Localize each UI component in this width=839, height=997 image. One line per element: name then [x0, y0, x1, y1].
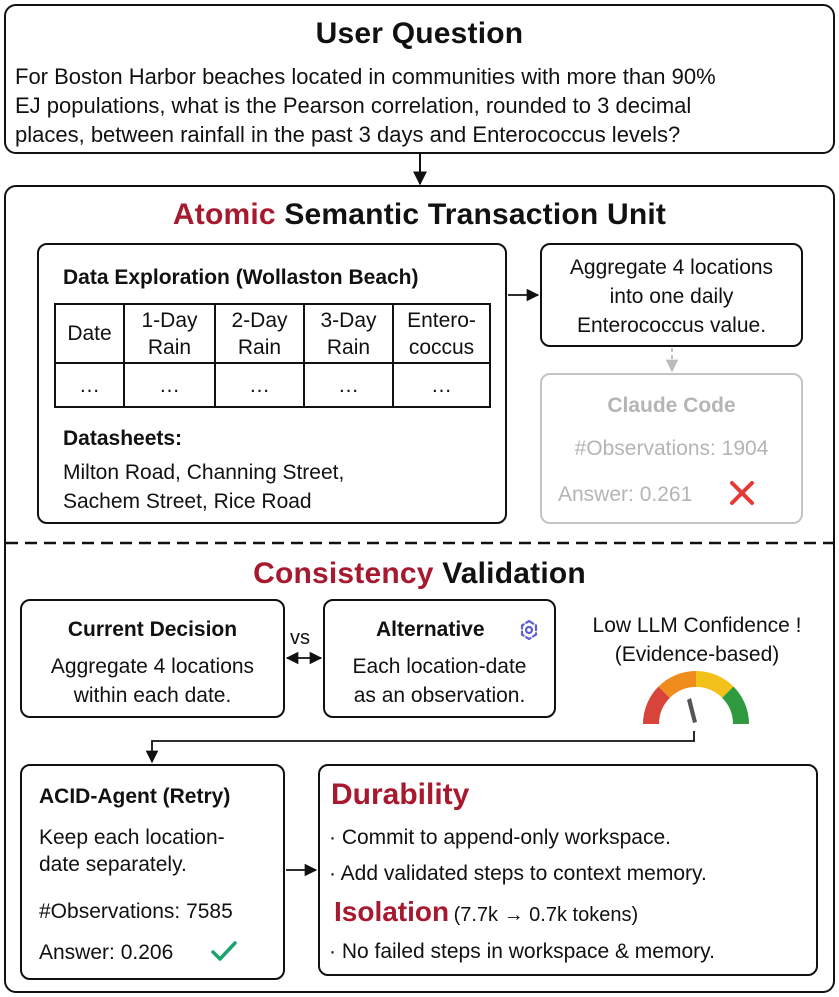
table-cell: …	[393, 363, 490, 407]
gauge-segment-orange	[664, 679, 696, 692]
datasheets-label: Datasheets:	[63, 427, 183, 450]
consistency-title	[4, 557, 835, 591]
vs-label: vs	[290, 627, 310, 649]
claude-observations: #Observations: 1904	[574, 437, 769, 460]
current-decision-line-2: within each date.	[73, 684, 232, 707]
confidence-gauge-icon	[641, 670, 751, 730]
isolation-heading	[334, 896, 638, 929]
current-decision-line-1: Aggregate 4 locations	[50, 655, 255, 678]
table-header-1day-rain: 1-Day Rain	[124, 304, 215, 363]
aggregate-line-1: Aggregate 4 locations	[569, 256, 774, 279]
alternative-box	[323, 599, 556, 718]
durability-bullet-1: · Commit to append-only workspace.	[329, 826, 671, 849]
isolation-bullet: · No failed steps in workspace & memory.	[329, 940, 715, 963]
acid-agent-title: ACID-Agent (Retry)	[39, 785, 231, 808]
aggregate-box	[540, 243, 803, 347]
data-exploration-box	[37, 243, 507, 524]
user-question-box	[4, 4, 835, 154]
check-icon	[210, 939, 238, 963]
table-header-date: Date	[55, 304, 124, 363]
claude-code-title: Claude Code	[607, 394, 736, 417]
aggregate-line-3: Enterococcus value.	[576, 314, 767, 337]
table-header-enterococcus: Entero- coccus	[393, 304, 490, 363]
table-cell: …	[215, 363, 304, 407]
consistency-title-rest: Validation	[433, 557, 586, 590]
data-table	[54, 303, 491, 408]
gauge-needle	[687, 698, 697, 723]
acid-observations: #Observations: 7585	[39, 900, 233, 923]
claude-answer: Answer: 0.261	[558, 483, 693, 506]
table-cell: …	[55, 363, 124, 407]
consistency-title-highlight: Consistency	[253, 557, 434, 590]
acid-line-2: date separately.	[39, 853, 187, 876]
alternative-line-1: Each location-date	[352, 655, 527, 678]
user-question-line-3: places, between rainfall in the past 3 days and Enterococcus levels?	[15, 122, 681, 147]
ai-logo-icon	[517, 618, 541, 642]
acid-answer: Answer: 0.206	[39, 941, 174, 964]
atomic-title	[4, 198, 835, 232]
table-header-2day-rain: 2-Day Rain	[215, 304, 304, 363]
durability-box	[318, 764, 818, 976]
gauge-segment-red	[651, 692, 664, 724]
confidence-line-2: (Evidence-based)	[614, 643, 780, 666]
datasheets-line-2: Sachem Street, Rice Road	[63, 490, 312, 513]
table-cell: …	[124, 363, 215, 407]
current-decision-box	[20, 599, 285, 718]
user-question-line-2: EJ populations, what is the Pearson correlation, rounded to 3 decimal	[15, 93, 692, 118]
table-cell: …	[304, 363, 393, 407]
confidence-line-1: Low LLM Confidence !	[592, 614, 802, 637]
user-question-title: User Question	[315, 17, 524, 50]
datasheets-line-1: Milton Road, Channing Street,	[63, 461, 345, 484]
acid-line-1: Keep each location-	[39, 826, 225, 849]
durability-title: Durability	[331, 778, 470, 811]
isolation-note: (7.7k → 0.7k tokens)	[453, 904, 639, 926]
alternative-title: Alternative	[376, 618, 485, 641]
gauge-segment-yellow	[696, 679, 728, 692]
cross-icon	[729, 480, 755, 506]
atomic-title-rest: Semantic Transaction Unit	[275, 198, 667, 231]
atomic-title-highlight: Atomic	[172, 198, 276, 231]
alternative-line-2: as an observation.	[353, 684, 526, 707]
current-decision-title: Current Decision	[67, 618, 238, 641]
aggregate-line-2: into one daily	[609, 285, 734, 308]
user-question-line-1: For Boston Harbor beaches located in communities with more than 90%	[15, 64, 716, 89]
isolation-title: Isolation	[334, 896, 450, 927]
data-exploration-title: Data Exploration (Wollaston Beach)	[63, 266, 419, 289]
acid-agent-box	[20, 764, 285, 980]
table-header-3day-rain: 3-Day Rain	[304, 304, 393, 363]
gauge-segment-green	[728, 692, 741, 724]
claude-code-box	[540, 373, 803, 524]
durability-bullet-2: · Add validated steps to context memory.	[329, 862, 707, 885]
